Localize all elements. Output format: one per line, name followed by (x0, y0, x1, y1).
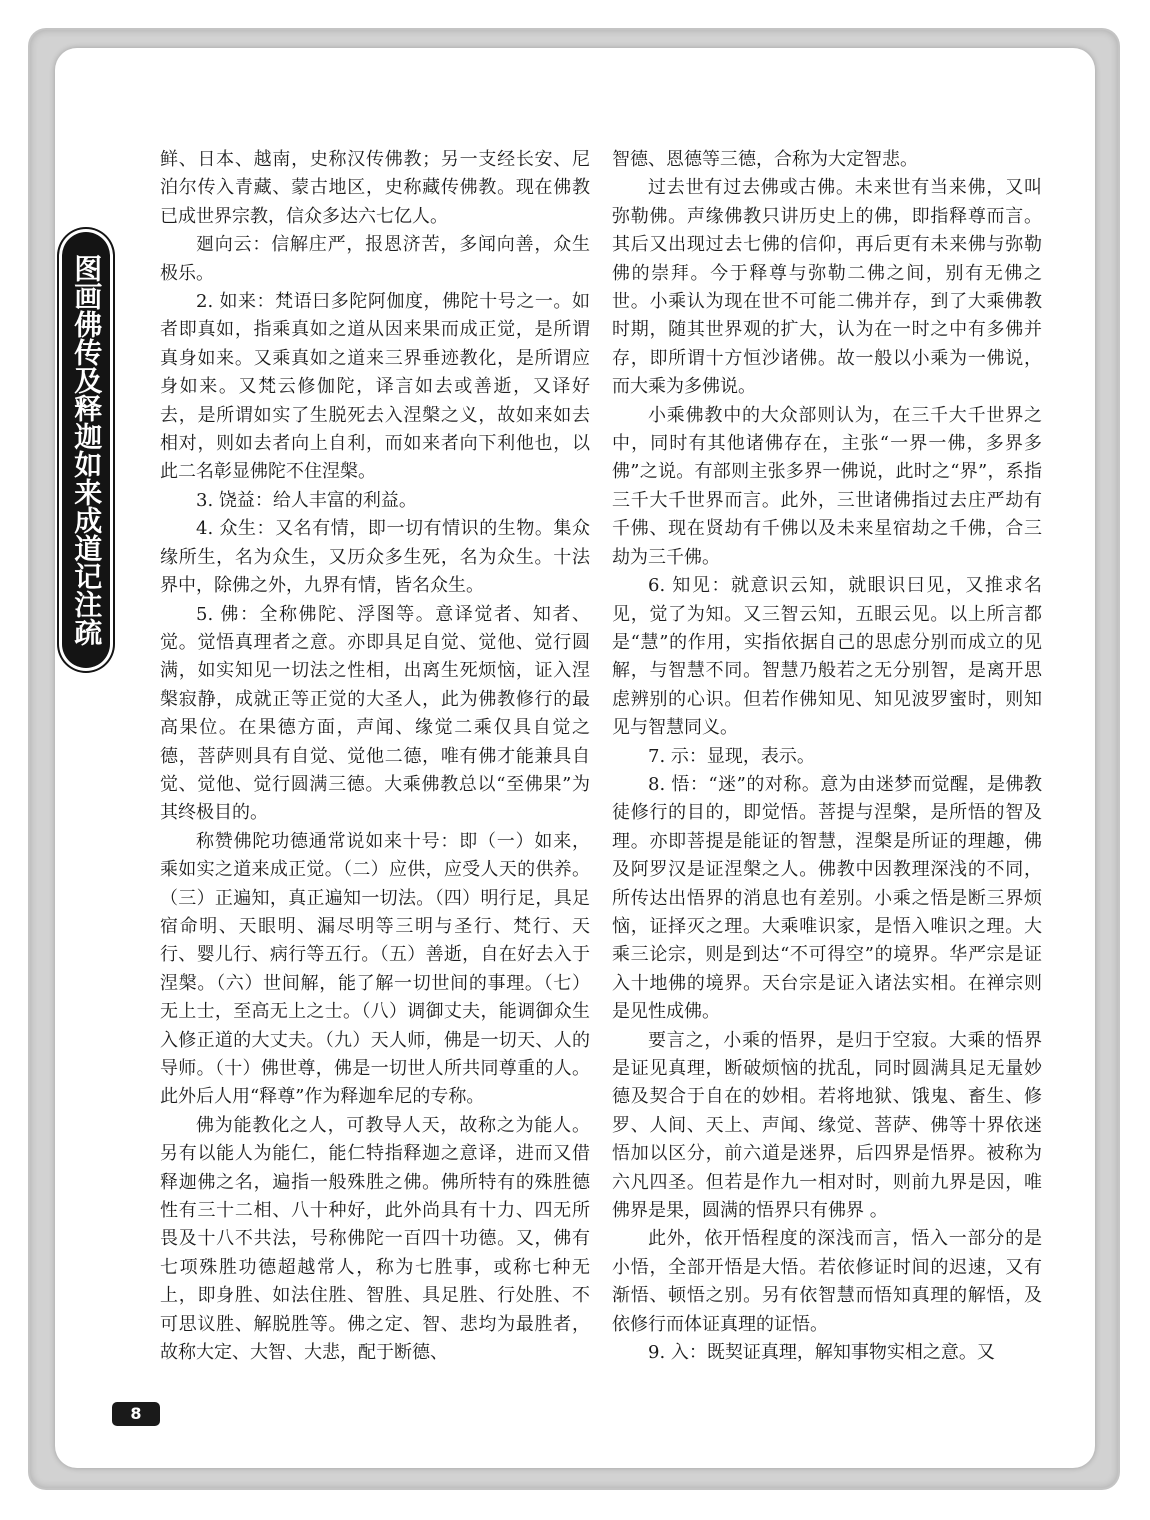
left-text-column (160, 146, 590, 1364)
side-title-tab (62, 232, 110, 668)
paragraph: 过去世有过去佛或古佛。未来世有当来佛，又叫弥勒佛。声缘佛教只讲历史上的佛，即指释尊而言。其后又出现过去七佛的信仰，再后更有未来佛与弥勒佛的崇拜。今于释尊与弥勒二佛之间，别有无佛之世。小乘认为现在世不可能二佛并存，到了大乘佛教时期，随其世界观的扩大，认为在一时之中有多佛并存，即所谓十方恒沙诸佛。故一般以小乘为一佛说，而大乘为多佛说。 (612, 177, 1042, 398)
paragraph: 此外，依开悟程度的深浅而言，悟入一部分的是小悟，全部开悟是大悟。若依修证时间的迟速，又有渐悟、顿悟之别。另有依智慧而悟知真理的解悟，及依修行而体证真理的证悟。 (612, 1228, 1042, 1335)
paragraph: 佛为能教化之人，可教导人天，故称之为能人。另有以能人为能仁，能仁特指释迦之意译，进而又借释迦佛之名，遍指一般殊胜之佛。佛所特有的殊胜德性有三十二相、八十种好，此外尚具有十力、四无所畏及十八不共法，号称佛陀一百四十功德。又，佛有七项殊胜功德超越常人，称为七胜事，或称七种无上，即身胜、如法住胜、智胜、具足胜、行处胜、不可思议胜、解脱胜等。佛之定、智、悲均为最胜者，故称大定、大智、大悲，配于断德、 (160, 1114, 590, 1364)
paragraph: 9. 入：既契证真理，解知事物实相之意。又 (648, 1342, 995, 1364)
paragraph: 廻向云：信解庄严，报恩济苦，多闻向善，众生极乐。 (160, 234, 590, 284)
paragraph: 称赞佛陀功德通常说如来十号：即（一）如来，乘如实之道来成正觉。（二）应供，应受人天的供养。（三）正遍知，真正遍知一切法。（四）明行足，具足宿命明、天眼明、漏尽明等三明与圣行、梵行、天行、婴儿行、病行等五行。（五）善逝，自在好去入于涅槃。（六）世间解，能了解一切世间的事理。（七）无上士，至高无上之士。（八）调御丈夫，能调御众生入修正道的大丈夫。（九）天人师，佛是一切天、人的导师。（十）佛世尊，佛是一切世人所共同尊重的人。此外后人用“释尊”作为释迦牟尼的专称。 (160, 830, 590, 1108)
paragraph: 3. 饶益：给人丰富的利益。 (196, 489, 417, 511)
paragraph: 智德、恩德等三德，合称为大定智悲。 (612, 149, 918, 170)
paragraph: 5. 佛：全称佛陀、浮图等。意译觉者、知者、觉。觉悟真理者之意。亦即具足自觉、觉他、觉行圆满，如实知见一切法之性相，出离生死烦恼，证入涅槃寂静，成就正等正觉的大圣人，此为佛教修行的最高果位。在果德方面，声闻、缘觉二乘仅具自觉之德，菩萨则具有自觉、觉他二德，唯有佛才能兼具自觉、觉他、觉行圆满三德。大乘佛教总以“至佛果”为其终极目的。 (160, 603, 590, 824)
paragraph: 4. 众生：又名有情，即一切有情识的生物。集众缘所生，名为众生，又历众多生死，名为众生。十法界中，除佛之外，九界有情，皆名众生。 (160, 518, 590, 597)
paragraph: 2. 如来：梵语曰多陀阿伽度，佛陀十号之一。如者即真如，指乘真如之道从因来果而成正觉，是所谓真身如来。又乘真如之道来三界垂迹教化，是所谓应身如来。又梵云修伽陀，译言如去或善逝，又译好去，是所谓如实了生脱死去入涅槃之义，故如来如去相对，则如去者向上自利，而如来者向下利他也，以此二名彰显佛陀不住涅槃。 (160, 291, 590, 483)
paragraph: 7. 示：显现，表示。 (648, 745, 815, 767)
page-number: 8 (112, 1402, 160, 1426)
side-title-text: 图画佛传及释迦如来成道记注疏 (70, 254, 104, 646)
paragraph: 小乘佛教中的大众部则认为，在三千大千世界之中，同时有其他诸佛存在，主张“一界一佛，多界多佛”之说。有部则主张多界一佛说，此时之“界”，系指三千大千世界而言。此外，三世诸佛指过去庄严劫有千佛、现在贤劫有千佛以及未来星宿劫之千佛，合三劫为三千佛。 (612, 404, 1042, 568)
right-text-column (612, 146, 1042, 1364)
paragraph: 鲜、日本、越南，史称汉传佛教；另一支经长安、尼泊尔传入青藏、蒙古地区，史称藏传佛教。现在佛教已成世界宗教，信众多达六七亿人。 (160, 149, 590, 227)
paragraph: 8. 悟：“迷”的对称。意为由迷梦而觉醒，是佛教徒修行的目的，即觉悟。菩提与涅槃，是所悟的智及理。亦即菩提是能证的智慧，涅槃是所证的理趣，佛及阿罗汉是证涅槃之人。佛教中因教理深浅的不同，所传达出悟界的消息也有差别。小乘之悟是断三界烦恼，证择灭之理。大乘唯识家，是悟入唯识之理。大乘三论宗，则是到达“不可得空”的境界。华严宗是证入十地佛的境界。天台宗是证入诸法实相。在禅宗则是见性成佛。 (612, 773, 1042, 1023)
paragraph: 6. 知见：就意识云知，就眼识曰见，又推求名见，觉了为知。又三智云知，五眼云见。以上所言都是“慧”的作用，实指依据自己的思虑分别而成立的见解，与智慧不同。智慧乃般若之无分别智，是离开思虑辨别的心识。但若作佛知见、知见波罗蜜时，则知见与智慧同义。 (612, 575, 1042, 739)
paragraph: 要言之，小乘的悟界，是归于空寂。大乘的悟界是证见真理，断破烦恼的扰乱，同时圆满具足无量妙德及契合于自在的妙相。若将地狱、饿鬼、畜生、修罗、人间、天上、声闻、缘觉、菩萨、佛等十界依迷悟加以区分，前六道是迷界，后四界是悟界。被称为六凡四圣。但若是作九一相对时，则前九界是因，唯佛界是果，圆满的悟界只有佛界 。 (612, 1029, 1042, 1222)
